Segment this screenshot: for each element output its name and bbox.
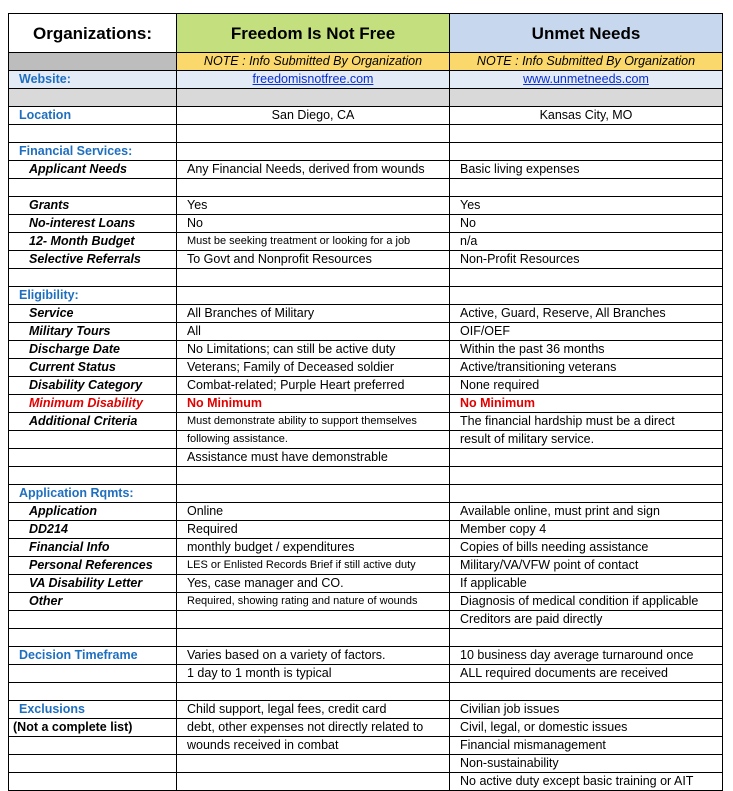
org2-cell: No [450,215,723,233]
table-row [9,737,723,755]
org1-cell: No Minimum [177,395,450,413]
row-label: Financial Info [9,539,177,557]
org2-cell: No Minimum [450,395,723,413]
spacer-row [9,467,723,485]
org1-cell: No Limitations; can still be active duty [177,341,450,359]
row-label: Military Tours [9,323,177,341]
row-label: Additional Criteria [9,413,177,431]
comparison-table-container [8,13,722,791]
application-rqmts-heading: Application Rqmts: [9,485,177,503]
org1-cell: All [177,323,450,341]
org1-cell [177,179,450,197]
table-row [9,575,723,593]
org2-cell: If applicable [450,575,723,593]
table-row [9,449,723,467]
table-row [9,341,723,359]
org1-cell: Required [177,521,450,539]
spacer-row [9,629,723,647]
table-row [9,701,723,719]
org2-cell: Civilian job issues [450,701,723,719]
org1-cell [177,755,450,773]
table-row [9,359,723,377]
org1-cell: No [177,215,450,233]
row-label: Personal References [9,557,177,575]
org1-cell [177,611,450,629]
org1-cell: Varies based on a variety of factors. [177,647,450,665]
org1-cell: LES or Enlisted Records Brief if still active duty [177,557,450,575]
row-label: No-interest Loans [9,215,177,233]
table-row [9,755,723,773]
note-spacer [9,53,177,71]
org1-cell: Veterans; Family of Deceased soldier [177,359,450,377]
org2-cell: Copies of bills needing assistance [450,539,723,557]
table-row [9,305,723,323]
table-row [9,503,723,521]
org1-cell: Yes [177,197,450,215]
table-row [9,521,723,539]
org2-cell: Civil, legal, or domestic issues [450,719,723,737]
org2-cell: Diagnosis of medical condition if applicable [450,593,723,611]
row-label [9,449,177,467]
org1-cell: Required, showing rating and nature of wounds [177,593,450,611]
financial-services-heading: Financial Services: [9,143,177,161]
table-row [9,611,723,629]
spacer-row [9,89,723,107]
section-heading-row [9,485,723,503]
org1-cell: debt, other expenses not directly related to [177,719,450,737]
row-label: Disability Category [9,377,177,395]
org2-cell: Non-sustainability [450,755,723,773]
table-row [9,215,723,233]
org1-cell: Child support, legal fees, credit card [177,701,450,719]
section-heading-row [9,287,723,305]
decision-timeframe-label: Decision Timeframe [9,647,177,665]
row-label: Service [9,305,177,323]
table-row [9,557,723,575]
table-row [9,413,723,431]
spacer-row [9,269,723,287]
row-label [9,431,177,449]
org2-cell: Within the past 36 months [450,341,723,359]
table-row [9,395,723,413]
org2-cell: The financial hardship must be a direct [450,413,723,431]
org1-cell: following assistance. [177,431,450,449]
table-row [9,323,723,341]
org1-cell: Assistance must have demonstrable [177,449,450,467]
org2-cell: Active, Guard, Reserve, All Branches [450,305,723,323]
row-label: Minimum Disability [9,395,177,413]
table-row [9,719,723,737]
eligibility-heading: Eligibility: [9,287,177,305]
org2-cell [450,179,723,197]
org1-cell: Yes, case manager and CO. [177,575,450,593]
org2-location: Kansas City, MO [450,107,723,125]
header-row [9,14,723,53]
row-label: Current Status [9,359,177,377]
row-label: Applicant Needs [9,161,177,179]
row-label: DD214 [9,521,177,539]
spacer-row [9,683,723,701]
website-row [9,71,723,89]
row-label: Grants [9,197,177,215]
org1-cell: Online [177,503,450,521]
org2-cell: Yes [450,197,723,215]
org1-cell: 1 day to 1 month is typical [177,665,450,683]
org2-cell: result of military service. [450,431,723,449]
org2-cell: OIF/OEF [450,323,723,341]
org1-cell: To Govt and Nonprofit Resources [177,251,450,269]
org2-cell: Financial mismanagement [450,737,723,755]
org1-title: Freedom Is Not Free [177,14,450,53]
org2-cell [450,449,723,467]
org1-cell: Must be seeking treatment or looking for a job [177,233,450,251]
location-row [9,107,723,125]
table-row [9,431,723,449]
table-row [9,593,723,611]
organizations-label: Organizations: [9,14,177,53]
website-label: Website: [9,71,177,89]
table-row [9,647,723,665]
org1-cell: monthly budget / expenditures [177,539,450,557]
table-row [9,377,723,395]
table-row [9,539,723,557]
table-row [9,161,723,179]
org2-cell: Basic living expenses [450,161,723,179]
row-label [9,179,177,197]
org2-website-link[interactable]: www.unmetneeds.com [523,72,649,86]
org1-note: NOTE : Info Submitted By Organization [177,53,450,71]
org1-cell: Any Financial Needs, derived from wounds [177,161,450,179]
table-row [9,665,723,683]
org2-cell: Non-Profit Resources [450,251,723,269]
location-label: Location [9,107,177,125]
table-row [9,773,723,791]
org2-cell: Active/transitioning veterans [450,359,723,377]
org2-cell: 10 business day average turnaround once [450,647,723,665]
org2-cell: n/a [450,233,723,251]
table-row [9,179,723,197]
exclusions-label: Exclusions [9,701,177,719]
org1-cell [177,773,450,791]
row-label: Discharge Date [9,341,177,359]
org2-note: NOTE : Info Submitted By Organization [450,53,723,71]
row-label: VA Disability Letter [9,575,177,593]
org1-cell: Must demonstrate ability to support themselves [177,413,450,431]
org1-location: San Diego, CA [177,107,450,125]
row-label: Selective Referrals [9,251,177,269]
org2-cell: Creditors are paid directly [450,611,723,629]
org2-cell: Available online, must print and sign [450,503,723,521]
org2-cell: Military/VA/VFW point of contact [450,557,723,575]
org1-cell: Combat-related; Purple Heart preferred [177,377,450,395]
section-heading-row [9,143,723,161]
org2-cell: No active duty except basic training or AIT [450,773,723,791]
table-row [9,233,723,251]
row-label [9,611,177,629]
org2-cell: Member copy 4 [450,521,723,539]
org2-title: Unmet Needs [450,14,723,53]
org1-cell: wounds received in combat [177,737,450,755]
comparison-table [8,13,723,791]
table-row [9,197,723,215]
org1-website-link[interactable]: freedomisnotfree.com [252,72,374,86]
spacer-row [9,125,723,143]
note-row [9,53,723,71]
row-label: Other [9,593,177,611]
row-label: Application [9,503,177,521]
org2-cell: None required [450,377,723,395]
exclusions-sublabel: (Not a complete list) [9,719,177,737]
table-row [9,251,723,269]
org2-cell: ALL required documents are received [450,665,723,683]
org1-cell: All Branches of Military [177,305,450,323]
row-label: 12- Month Budget [9,233,177,251]
